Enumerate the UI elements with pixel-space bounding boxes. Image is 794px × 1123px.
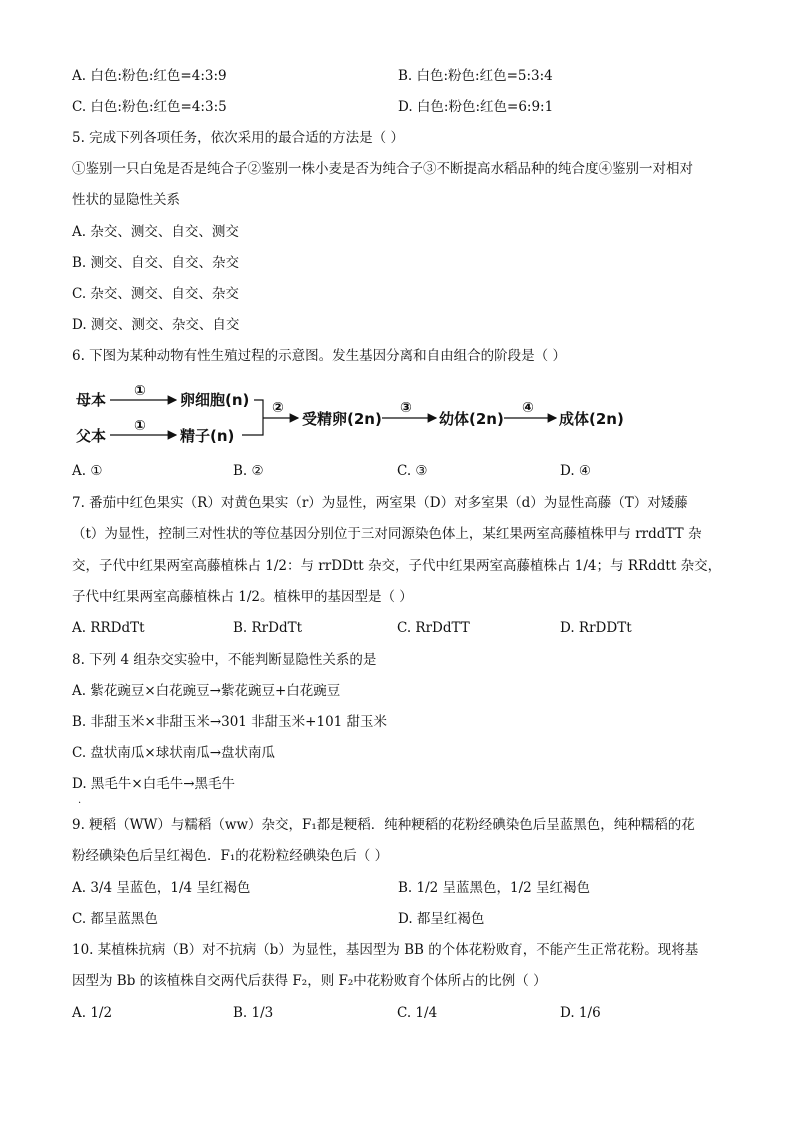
q5-option-d: D. 测交、测交、杂交、自交 <box>72 317 240 333</box>
q9-line2: 粉经碘染色后呈红褐色．F₁的花粉粒经碘染色后（ ） <box>72 848 389 864</box>
diagram-step4: ④ <box>522 400 534 416</box>
q5-items-line1: ①鉴别一只白兔是否是纯合子②鉴别一株小麦是否为纯合子③不断提高水稻品种的纯合度④鉴别一对相对 <box>72 161 693 177</box>
q4-option-b: B. 白色:粉色:红色=5:3:4 <box>398 68 553 84</box>
q5-option-c: C. 杂交、测交、自交、杂交 <box>72 286 239 302</box>
q8-option-b: B. 非甜玉米×非甜玉米→301 非甜玉米+101 甜玉米 <box>72 714 388 730</box>
diagram-mother: 母本 <box>76 391 107 409</box>
q9-option-d: D. 都呈红褐色 <box>398 911 485 927</box>
q6-option-d: D. ④ <box>560 463 592 479</box>
q4-option-d: D. 白色:粉色:红色=6:9:1 <box>398 99 554 115</box>
q10-option-a: A. 1/2 <box>72 1005 113 1021</box>
q10-line1: 10. 某植株抗病（B）对不抗病（b）为显性，基因型为 BB 的个体花粉败育，不能产生正常花粉。现将基 <box>72 942 699 958</box>
q9-option-a: A. 3/4 呈蓝色，1/4 呈红褐色 <box>72 880 251 896</box>
diagram-zygote: 受精卵(2n) <box>302 410 382 428</box>
q5-stem: 5. 完成下列各项任务，依次采用的最合适的方法是（ ） <box>72 130 404 146</box>
q8-stem: 8. 下列 4 组杂交实验中，不能判断显隐性关系的是 <box>72 652 377 668</box>
q7-line4: 子代中红果两室高藤植株占 1/2。植株甲的基因型是（ ） <box>72 589 413 605</box>
diagram-step2: ② <box>272 400 284 416</box>
q7-line2: （t）为显性，控制三对性状的等位基因分别位于三对同源染色体上，某红果两室高藤植株甲与 rrddTT 杂 <box>72 526 702 542</box>
q8-option-a: A. 紫花豌豆×白花豌豆→紫花豌豆+白花豌豆 <box>72 683 341 699</box>
q10-option-c: C. 1/4 <box>397 1005 438 1021</box>
q6-option-c: C. ③ <box>397 463 428 479</box>
q7-option-a: A. RRDdTt <box>72 620 145 636</box>
q10-option-d: D. 1/6 <box>560 1005 601 1021</box>
q10-line2: 因型为 Bb 的该植株自交两代后获得 F₂，则 F₂中花粉败育个体所占的比例（ ） <box>72 973 547 989</box>
q6-option-b: B. ② <box>233 463 264 479</box>
diagram-egg: 卵细胞(n) <box>180 391 250 409</box>
q8-option-d: D. 黑毛牛×白毛牛→黑毛牛 <box>72 776 236 792</box>
q8-option-c: C. 盘状南瓜×球状南瓜→盘状南瓜 <box>72 745 276 761</box>
diagram-juvenile: 幼体(2n) <box>439 410 504 428</box>
q4-option-a: A. 白色:粉色:红色=4:3:9 <box>72 68 227 84</box>
diagram-step1-top: ① <box>134 383 146 399</box>
diagram-step3: ③ <box>400 400 412 416</box>
q7-option-d: D. RrDDTt <box>560 620 632 636</box>
diagram-sperm: 精子(n) <box>180 427 235 445</box>
q9-option-b: B. 1/2 呈蓝黑色，1/2 呈红褐色 <box>398 880 591 896</box>
q6-option-a: A. ① <box>72 463 103 479</box>
q4-option-c: C. 白色:粉色:红色=4:3:5 <box>72 99 227 115</box>
reproduction-diagram <box>70 382 630 450</box>
q9-option-c: C. 都呈蓝黑色 <box>72 911 158 927</box>
q7-line3: 交，子代中红果两室高藤植株占 1/2：与 rrDDtt 杂交，子代中红果两室高藤植株占 1/4；与 RRddtt 杂交， <box>72 558 722 574</box>
diagram-adult: 成体(2n) <box>559 410 624 428</box>
diagram-step1-bottom: ① <box>134 418 146 434</box>
q7-option-b: B. RrDdTt <box>233 620 303 636</box>
q7-line1: 7. 番茄中红色果实（R）对黄色果实（r）为显性，两室果（D）对多室果（d）为显性高藤（T）对矮藤 <box>72 495 688 511</box>
stray-mark: . <box>78 795 82 806</box>
q7-option-c: C. RrDdTT <box>397 620 470 636</box>
q5-items-line2: 性状的显隐性关系 <box>72 192 180 208</box>
q6-stem: 6. 下图为某种动物有性生殖过程的示意图。发生基因分离和自由组合的阶段是（ ） <box>72 348 566 364</box>
q9-line1: 9. 粳稻（WW）与糯稻（ww）杂交，F₁都是粳稻．纯种粳稻的花粉经碘染色后呈蓝黑色，纯种糯稻的花 <box>72 817 695 833</box>
q5-option-a: A. 杂交、测交、自交、测交 <box>72 224 239 240</box>
diagram-father: 父本 <box>76 427 107 445</box>
q10-option-b: B. 1/3 <box>233 1005 274 1021</box>
q5-option-b: B. 测交、自交、自交、杂交 <box>72 255 240 271</box>
